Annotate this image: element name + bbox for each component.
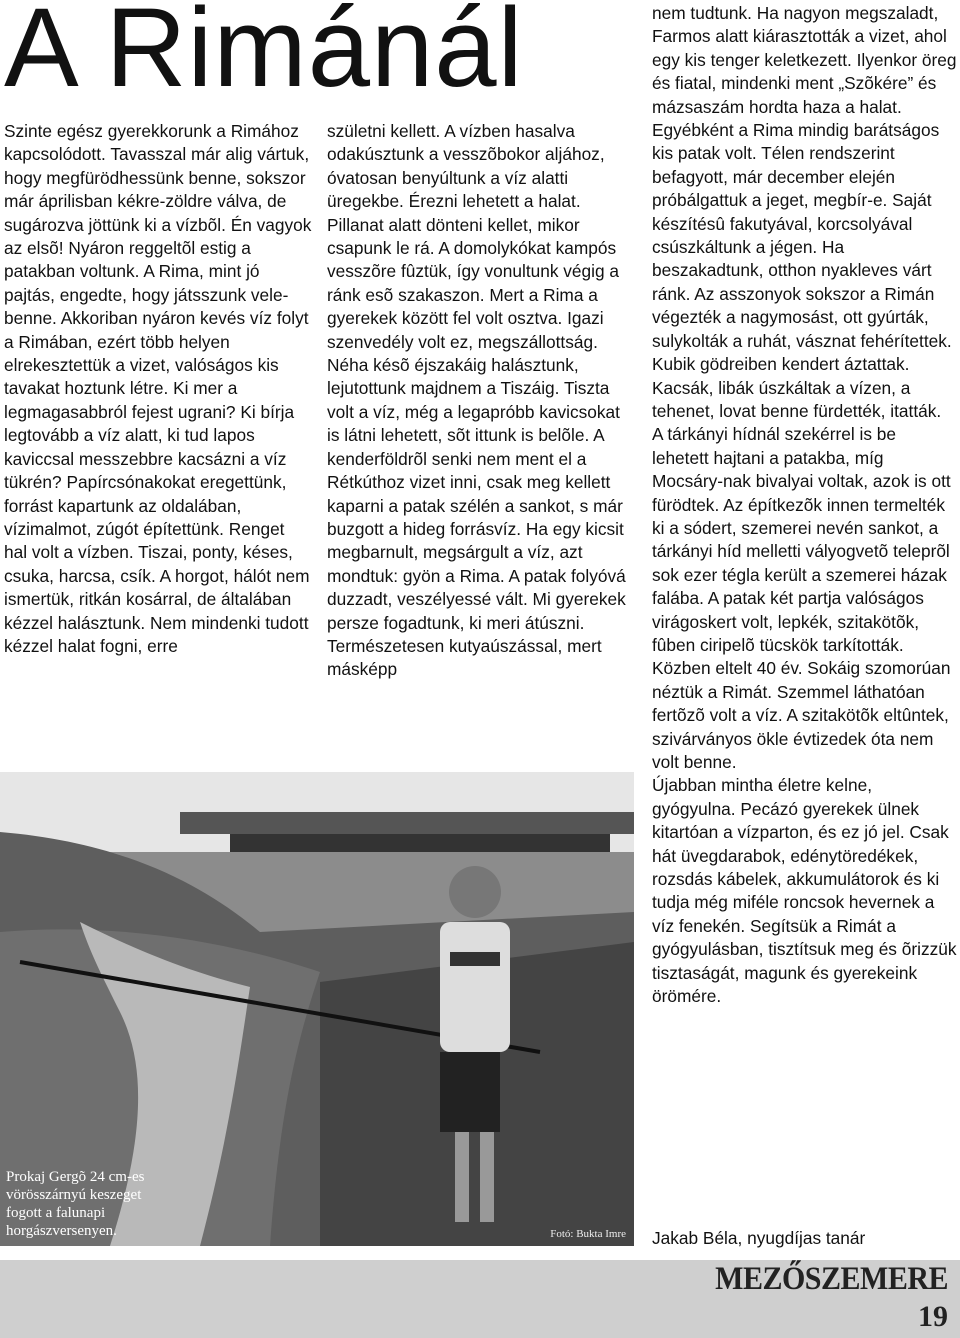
photo-caption: Prokaj Gergõ 24 cm-es vörösszárnyú keszeget fogott a falunapi horgászversenyen. [6, 1169, 145, 1239]
paragraph: A tárkányi hídnál szekérrel is be lehetett hajtani a patakba, míg Mocsáry-nak bivalyai voltak, azok is ott fürödtek. Az építkezõk innen termelték ki a sódert, szemerei nevén sankot, a tárkányi híd melletti vályogvetõ teleprõl sok ezer tégla került a szemerei házak falába. A patak két partja valóságos virágoskert volt, lepkék, szitakötõk, fûben ciripelõ tücskök tarkították. [652, 424, 951, 655]
page-number: 19 [918, 1300, 948, 1333]
text-column-1 [4, 120, 312, 658]
paragraph: születni kellett. A vízben hasalva odakúsztunk a vesszõbokor aljához, óvatosan benyúltunk a víz alatti üregekbe. Érezni lehetett a halat. Pillanat alatt dönteni kellet, mikor csapunk le rá. A domolykókat kampós vesszõre fûztük, így vonultunk végig a ránk esõ szakaszon. Mert a Rima a gyerekek között fel volt osztva. Igazi szenvedély volt ez, megszállottság. Néha késõ éjszakáig halásztunk, lejutottunk majdnem a Tiszáig. Tiszta volt a víz, még a legapróbb kavicsokat is látni lehetett, sõt ittunk is belõle. A kenderföldrõl senki nem ment el a Rétkúthoz vizet inni, csak meg kellett kaparni a patak szélén a sankot, s már buzgott a hideg forrásvíz. Ha egy kicsit megbarnult, megsárgult a víz, azt mondtuk: gyön a Rima. A patak folyóvá duzzadt, veszélyessé vált. Mi gyerekek persze fogadtunk, ki meri átúszni. Természetesen kutyaúszással, mert másképp [327, 121, 626, 680]
magazine-brand: MEZŐSZEMERE [715, 1260, 948, 1297]
article-photo [0, 772, 634, 1246]
article-title: A Rimánál [4, 0, 524, 110]
paragraph: Újabban mintha életre kelne, gyógyulna. Pecázó gyerekek ülnek kitartóan a vízparton, és ez jó jel. Csak hát üvegdarabok, edénytöredékek, rozsdás kábelek, akkumulátorok és ki tudja még miféle roncsok hevernek a víz fenekén. Segítsük a Rimát a gyógyulásban, tisztítsuk meg és õrizzük tisztaságát, magunk és gyerekeink örömére. [652, 775, 957, 1007]
text-column-2 [327, 120, 637, 682]
author-signature: Jakab Béla, nyugdíjas tanár [652, 1228, 866, 1248]
paragraph: Közben eltelt 40 év. Sokáig szomorúan néztük a Rimát. Szemmel láthatóan fertõzõ volt a víz. A szitakötõk eltûntek, szivárványos ökle évtizedek óta nem volt benne. [652, 658, 951, 772]
paragraph: Szinte egész gyerekkorunk a Rimához kapcsolódott. Tavasszal már alig vártuk, hogy megfürödhessünk benne, sokszor már áprilisban kékre-zöldre válva, de sugározva jöttünk ki a vízbõl. Én vagyok az elsõ! Nyáron reggeltõl estig a patakban voltunk. A Rima, mint jó pajtás, engedte, hogy játsszunk vele-benne. Akkoriban nyáron kevés víz folyt a Rimában, ezért több helyen elrekesztettük a vizet, valóságos kis tavakat hoztunk létre. Ki mer a legmagasabbról fejest ugrani? Ki bírja legtovább a víz alatt, ki tud lapos kaviccsal messzebbre kacsázni a víz tükrén? Papírcsónakokat eregettünk, forrást kapartunk az oldalában, vízimalmot, zúgót építettünk. Renget hal volt a vízben. Tiszai, ponty, késes, csuka, harcsa, csík. A horgot, hálót nem ismertük, ritkán kosárral, de általában kézzel halásztunk. Nem mindenki tudott kézzel halat fogni, erre [4, 121, 312, 656]
photo-credit: Fotó: Bukta Imre [550, 1228, 626, 1240]
paragraph: nem tudtunk. Ha nagyon megszaladt, Farmos alatt kiárasztották a vizet, ahol egy kis tenger keletkezett. Ilyenkor öreg és fiatal, mindenki ment „Szõkére” és mázsaszám hordta haza a halat. Egyébként a Rima mindig barátságos kis patak volt. Télen rendszerint befagyott, már december elején próbálgattuk a jeget, megbír-e. Saját készítésû fakutyával, korcsolyával csúszkáltunk a jégen. Ha beszakadtunk, otthon nyakleves várt ránk. Az asszonyok sokszor a Rimán végezték a nagymosást, ott gyúrták, sulykolták a ruhát, vásznat fehérítettek. Kubik gödreiben kendert áztattak. Kacsák, libák úszkáltak a vízen, a tehenet, lovat benne fürdették, itatták. [652, 3, 957, 421]
text-column-3 [652, 2, 957, 1008]
